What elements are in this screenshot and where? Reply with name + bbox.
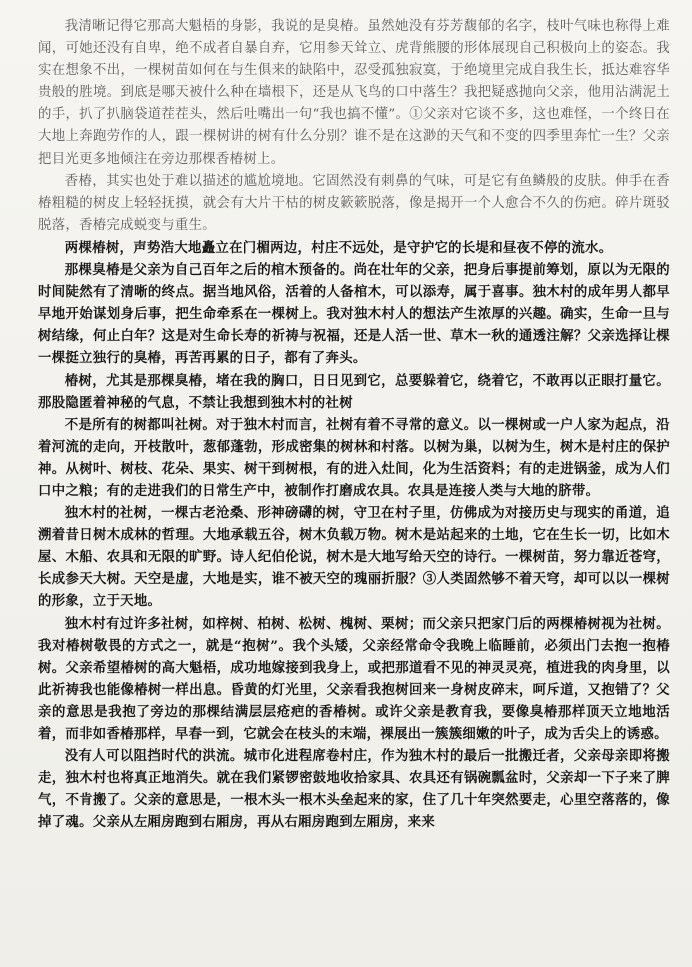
paragraph-3: 两棵椿树，声势浩大地矗立在门楣两边，村庄不远处，是守护它的长堤和昼夜不停的流水。 xyxy=(64,239,613,256)
paragraph-5: 椿树，尤其是那棵臭椿，堵在我的胸口，日日见到它，总要躲着它，绕着它，不敢再以正眼打量它。那股隐匿着神秘的气息，不禁让我想到独木村的社树 xyxy=(38,372,670,411)
paragraph-6: 不是所有的树都叫社树。对于独木村而言，社树有着不寻常的意义。以一棵树或一户人家为起点，沿着河流的走向，开枝散叶，葱郁蓬勃，形成密集的树林和村落。以树为巢，以树为生，树木是村庄的保护神。从树叶、树枝、花朵、果实、树干到树根，有的进入灶间，化为生活资料；有的走进锅釜，成为人们口中之粮；有的走进我们的日常生产中，被制作打磨成农具。农具是连接人类与大地的脐带。 xyxy=(38,416,670,499)
paragraph-2: 香椿，其实也处于难以描述的尴尬境地。它固然没有刺鼻的气味，可是它有鱼鳞般的皮肤。伸手在香椿粗糙的树皮上轻轻抚摸，就会有大片干枯的树皮簌簌脱落，像是揭开一个人愈合不久的伤疤。碎片斑驳脱落，香椿完成蜕变与重生。 xyxy=(38,173,670,233)
paragraph-9: 没有人可以阻挡时代的洪流。城市化进程席卷村庄，作为独木村的最后一批搬迁者，父亲母亲即将搬走，独木村也将真正地消失。就在我们紧锣密鼓地收拾家具、农具还有锅碗瓢盆时，父亲却一下子来了脾气，不肯搬了。父亲的意思是，一根木头一根木头垒起来的家，住了几十年突然要走，心里空落落的，像掉了魂。父亲从左厢房跑到右厢房，再从右厢房跑到左厢房，来来 xyxy=(38,748,670,831)
paragraph-1: 我清晰记得它那高大魁梧的身影，我说的是臭椿。虽然她没有芬芳馥郁的名字，枝叶气味也称得上难闻，可她还没有自卑，绝不成者自暴自弃，它用参天耸立、虎背熊腰的形体展现自己积极向上的姿态。我实在想象不出，一棵树苗如何在与生俱来的缺陷中，忍受孤独寂寞，于绝境里完成自我生长，抵达难容华贵般的胜境。到底是哪天被什么种在墙根下，还是从飞鸟的口中落生？我把疑惑抛向父亲，他用沾满泥土的手，扒了扒脑袋道茬茬头，然后吐嘴出一句“我也搞不懂”。①父亲对它谈不多，这也难怪，一个终日在大地上奔跑劳作的人，跟一棵树讲的树有什么分别？谁不是在这渺的天气和不变的四季里奔忙一生？父亲把目光更多地倾注在旁边那棵香椿树上。 xyxy=(38,19,670,167)
paragraph-4: 那棵臭椿是父亲为自己百年之后的棺木预备的。尚在壮年的父亲，把身后事提前筹划，原以为无限的时间陡然有了清晰的终点。据当地风俗，活着的人备棺木，可以添寿，属于喜事。独木村的成年男人都早早地开始谋划身后事，把生命牵系在一棵树上。我对独木村人的想法产生浓厚的兴趣。确实，生命一旦与树结缘，何止白年？这是对生命长寿的祈祷与祝福，还是人活一世、草木一秋的通透注解？父亲选择让棵一棵挺立独行的臭椿，再苦再累的日子，都有了奔头。 xyxy=(38,262,670,367)
paragraph-8: 独木村有过许多社树，如梓树、柏树、松树、槐树、栗树；而父亲只把家门后的两棵椿树视为社树。我对椿树敬畏的方式之一，就是“抱树”。我个头矮，父亲经常命令我晚上临睡前，必须出门去抱一抱椿树。父亲希望椿树的高大魁梧，成功地嫁接到我身上，或把那道看不见的神灵灵亮，植进我的肉身里，以此祈祷我也能像椿树一样出息。昏黄的灯光里，父亲看我抱树回来一身树皮碎末，呵斥道，又抱错了？父亲的意思是我抱了旁边的那棵结满层层疮疤的香椿树。或许父亲是教育我，要像臭椿那样顶天立地地活着，而非如香椿那样，早春一到，它就会在枝头的末端，裸展出一簇簇细嫩的叶子，成为舌尖上的诱惑。 xyxy=(38,615,670,742)
paragraph-7: 独木村的社树，一棵古老沧桑、形神磅礴的树，守卫在村子里，仿佛成为对接历史与现实的甬道，追溯着昔日树木成林的哲理。大地承载五谷，树木负载万物。树木是站起来的土地，它在生长一切，比如木屋、木船、农具和无限的旷野。诗人纪伯伦说，树木是大地写给天空的诗行。一棵树苗，努力靠近苍穹，长成参天大树。天空是虚，大地是实，谁不被天空的瑰丽折服？③人类固然够不着天穹，却可以以一棵树的形象，立于天地。 xyxy=(38,505,670,610)
